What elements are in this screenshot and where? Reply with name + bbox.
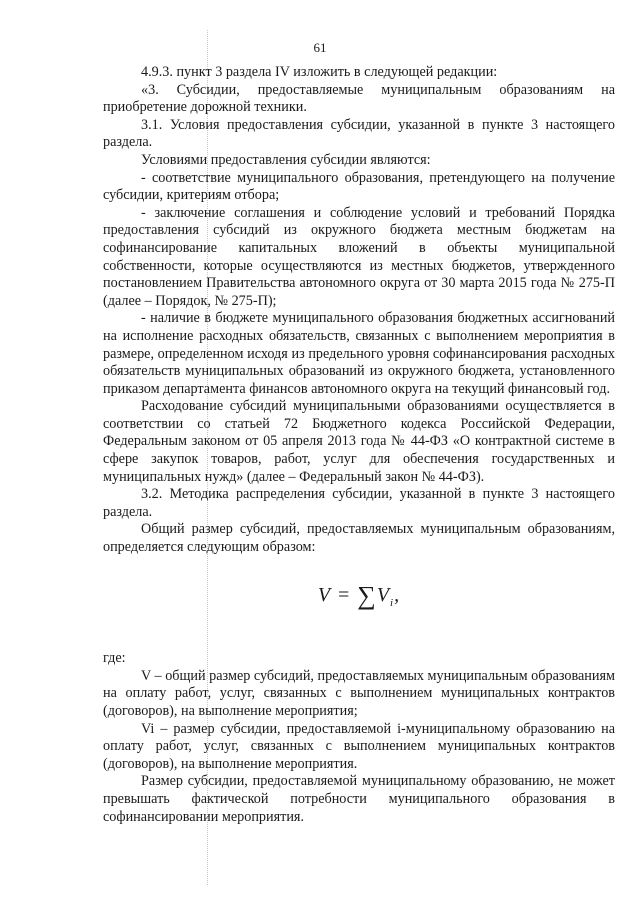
page-number: 61 <box>313 40 327 55</box>
paragraph-condition-2: - заключение соглашения и соблюдение условий и требований Порядка предоставления субсидий из окружного бюджета местным бюджетам на софинансирование капитальных вложений в объекты муниципальной собственности, которые осуществляются из местных бюджетов, утвержденного постановлением Правительства автономного округа от 30 марта 2015 года № 275-П (далее – Порядок, № 275-П); <box>103 204 615 309</box>
paragraph-amendment-intro: 4.9.3. пункт 3 раздела IV изложить в следующей редакции: <box>141 64 498 80</box>
formula-lhs: V <box>317 583 331 606</box>
formula-term: V <box>376 583 391 606</box>
subsidy-sum-formula <box>103 580 615 613</box>
paragraph-section-3-1-title: 3.1. Условия предоставления субсидии, указанной в пункте 3 настоящего раздела. <box>103 116 615 151</box>
paragraph-conditions-intro: Условиями предоставления субсидии являются: <box>141 151 431 168</box>
paragraph-section-3-2-title: 3.2. Методика распределения субсидии, указанной в пункте 3 настоящего раздела. <box>103 486 615 520</box>
formula-equals: = <box>336 583 352 606</box>
paragraph-condition-3: - наличие в бюджете муниципального образования бюджетных ассигнований на исполнение расходных обязательств, связанных с выполнением мероприятия в размере, определенном исходя из предельного уровня софинансирования расходных обязательств муниципальных образований из окружного бюджета, установленного приказом департамента финансов автономного округа на текущий финансовый год. <box>103 310 615 397</box>
paragraph-section-3-title: «3. Субсидии, предоставляемые муниципальным образованиям на приобретение дорожной техники. <box>103 81 615 116</box>
document-body <box>103 64 615 826</box>
paragraph-condition-1: - соответствие муниципального образования, претендующего на получение субсидии, критериям отбора; <box>103 169 615 204</box>
sum-symbol: ∑ <box>357 580 377 610</box>
formula-tail: , <box>394 583 401 606</box>
definition-v: V – общий размер субсидий, предоставляемых муниципальным образованиям на оплату работ, услуг, связанных с выполнением муниципальных контрактов (договоров), на выполнение мероприятия; <box>103 667 615 719</box>
formula-term-subscript: i <box>390 596 395 609</box>
paragraph-formula-intro: Общий размер субсидий, предоставляемых муниципальным образованиям, определяется следующим образом: <box>103 521 615 556</box>
paragraph-subsidy-limit: Размер субсидии, предоставляемой муниципальному образованию, не может превышать фактической потребности муниципального образования в софинансировании мероприятия. <box>103 773 615 825</box>
definition-vi: Vi – размер субсидии, предоставляемой i-муниципальному образованию на оплату работ, услуг, связанных с выполнением муниципальных контрактов (договоров), на выполнение мероприятия. <box>103 720 615 772</box>
where-label: где: <box>103 650 126 667</box>
paragraph-spending-rules: Расходование субсидий муниципальными образованиями осуществляется в соответствии со статьей 72 Бюджетного кодекса Российской Федерации, Федеральным законом от 05 апреля 2013 года № 44-ФЗ «О контрактной системе в сфере закупок товаров, работ, услуг для обеспечения государственных и муниципальных нужд» (далее – Федеральный закон № 44-ФЗ). <box>103 398 615 485</box>
